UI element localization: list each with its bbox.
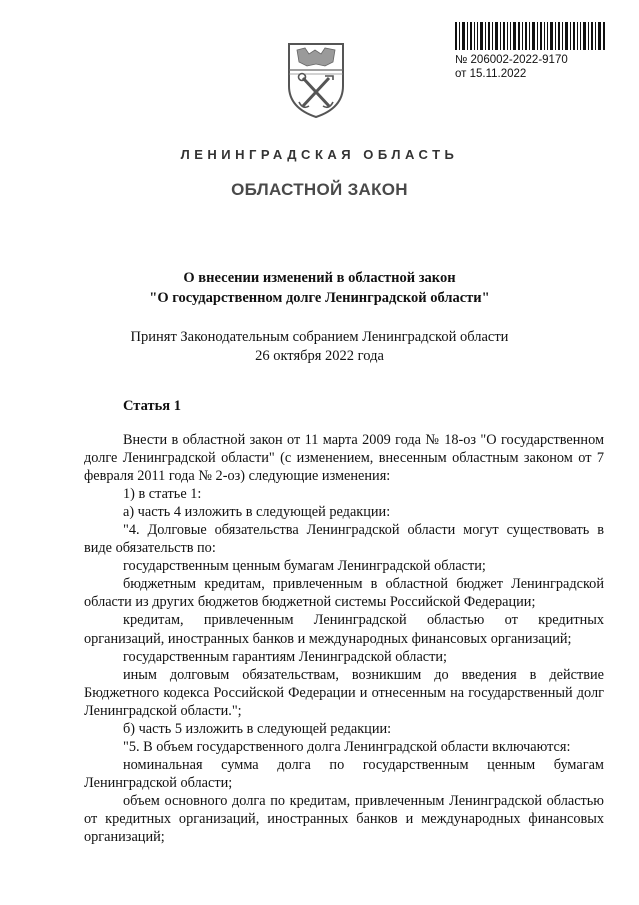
paragraph: номинальная сумма долга по государственным ценным бумагам Ленинградской области; (84, 756, 604, 791)
paragraph: бюджетным кредитам, привлеченным в областной бюджет Ленинградской области из других бюджетов бюджетной системы Российской Федерации; (84, 576, 604, 611)
paragraph: государственным ценным бумагам Ленинградской области; (123, 558, 486, 575)
law-title-line-1: О внесении изменений в областной закон (183, 270, 456, 286)
paragraph: государственным гарантиям Ленинградской области; (123, 648, 448, 665)
paragraph: 1) в статье 1: (123, 486, 202, 503)
article-heading: Статья 1 (123, 398, 181, 414)
law-body-text (84, 431, 604, 846)
paragraph: "5. В объем государственного долга Ленинградской области включаются: (123, 738, 571, 755)
paragraph: объем основного долга по кредитам, привлеченным Ленинградской областью от кредитных организаций, иностранных банков и международных финансовых организаций; (84, 792, 604, 846)
registration-number: № 206002-2022-9170 (455, 54, 568, 66)
adoption-note-line-1: Принят Законодательным собранием Ленинградской области (130, 329, 509, 345)
barcode (455, 22, 605, 50)
coat-of-arms-emblem (285, 40, 347, 120)
law-title-line-2: "О государственном долге Ленинградской области" (149, 290, 490, 306)
registration-date: от 15.11.2022 (455, 68, 527, 80)
region-heading: ЛЕНИНГРАДСКАЯ ОБЛАСТЬ (180, 147, 459, 162)
paragraph: Внести в областной закон от 11 марта 2009 года № 18-оз "О государственном долге Ленинградской области" (с изменением, внесенным областным законом от 7 февраля 2011 года № 2-оз) следующие изменения: (84, 432, 604, 485)
paragraph: иным долговым обязательствам, возникшим до введения в действие Бюджетного кодекса Российской Федерации и отнесенным на государственный долг Ленинградской области."; (84, 666, 604, 719)
document-type-heading: ОБЛАСТНОЙ ЗАКОН (231, 180, 408, 199)
paragraph: б) часть 5 изложить в следующей редакции: (123, 720, 392, 737)
paragraph: а) часть 4 изложить в следующей редакции: (123, 504, 391, 521)
adoption-note (0, 328, 639, 366)
paragraph: кредитам, привлеченным Ленинградской областью от кредитных организаций, иностранных банков и международных финансовых организаций; (84, 612, 604, 647)
paragraph: "4. Долговые обязательства Ленинградской области могут существовать в виде обязательств по: (84, 522, 604, 557)
adoption-date: 26 октября 2022 года (255, 348, 384, 364)
law-title (0, 268, 639, 308)
